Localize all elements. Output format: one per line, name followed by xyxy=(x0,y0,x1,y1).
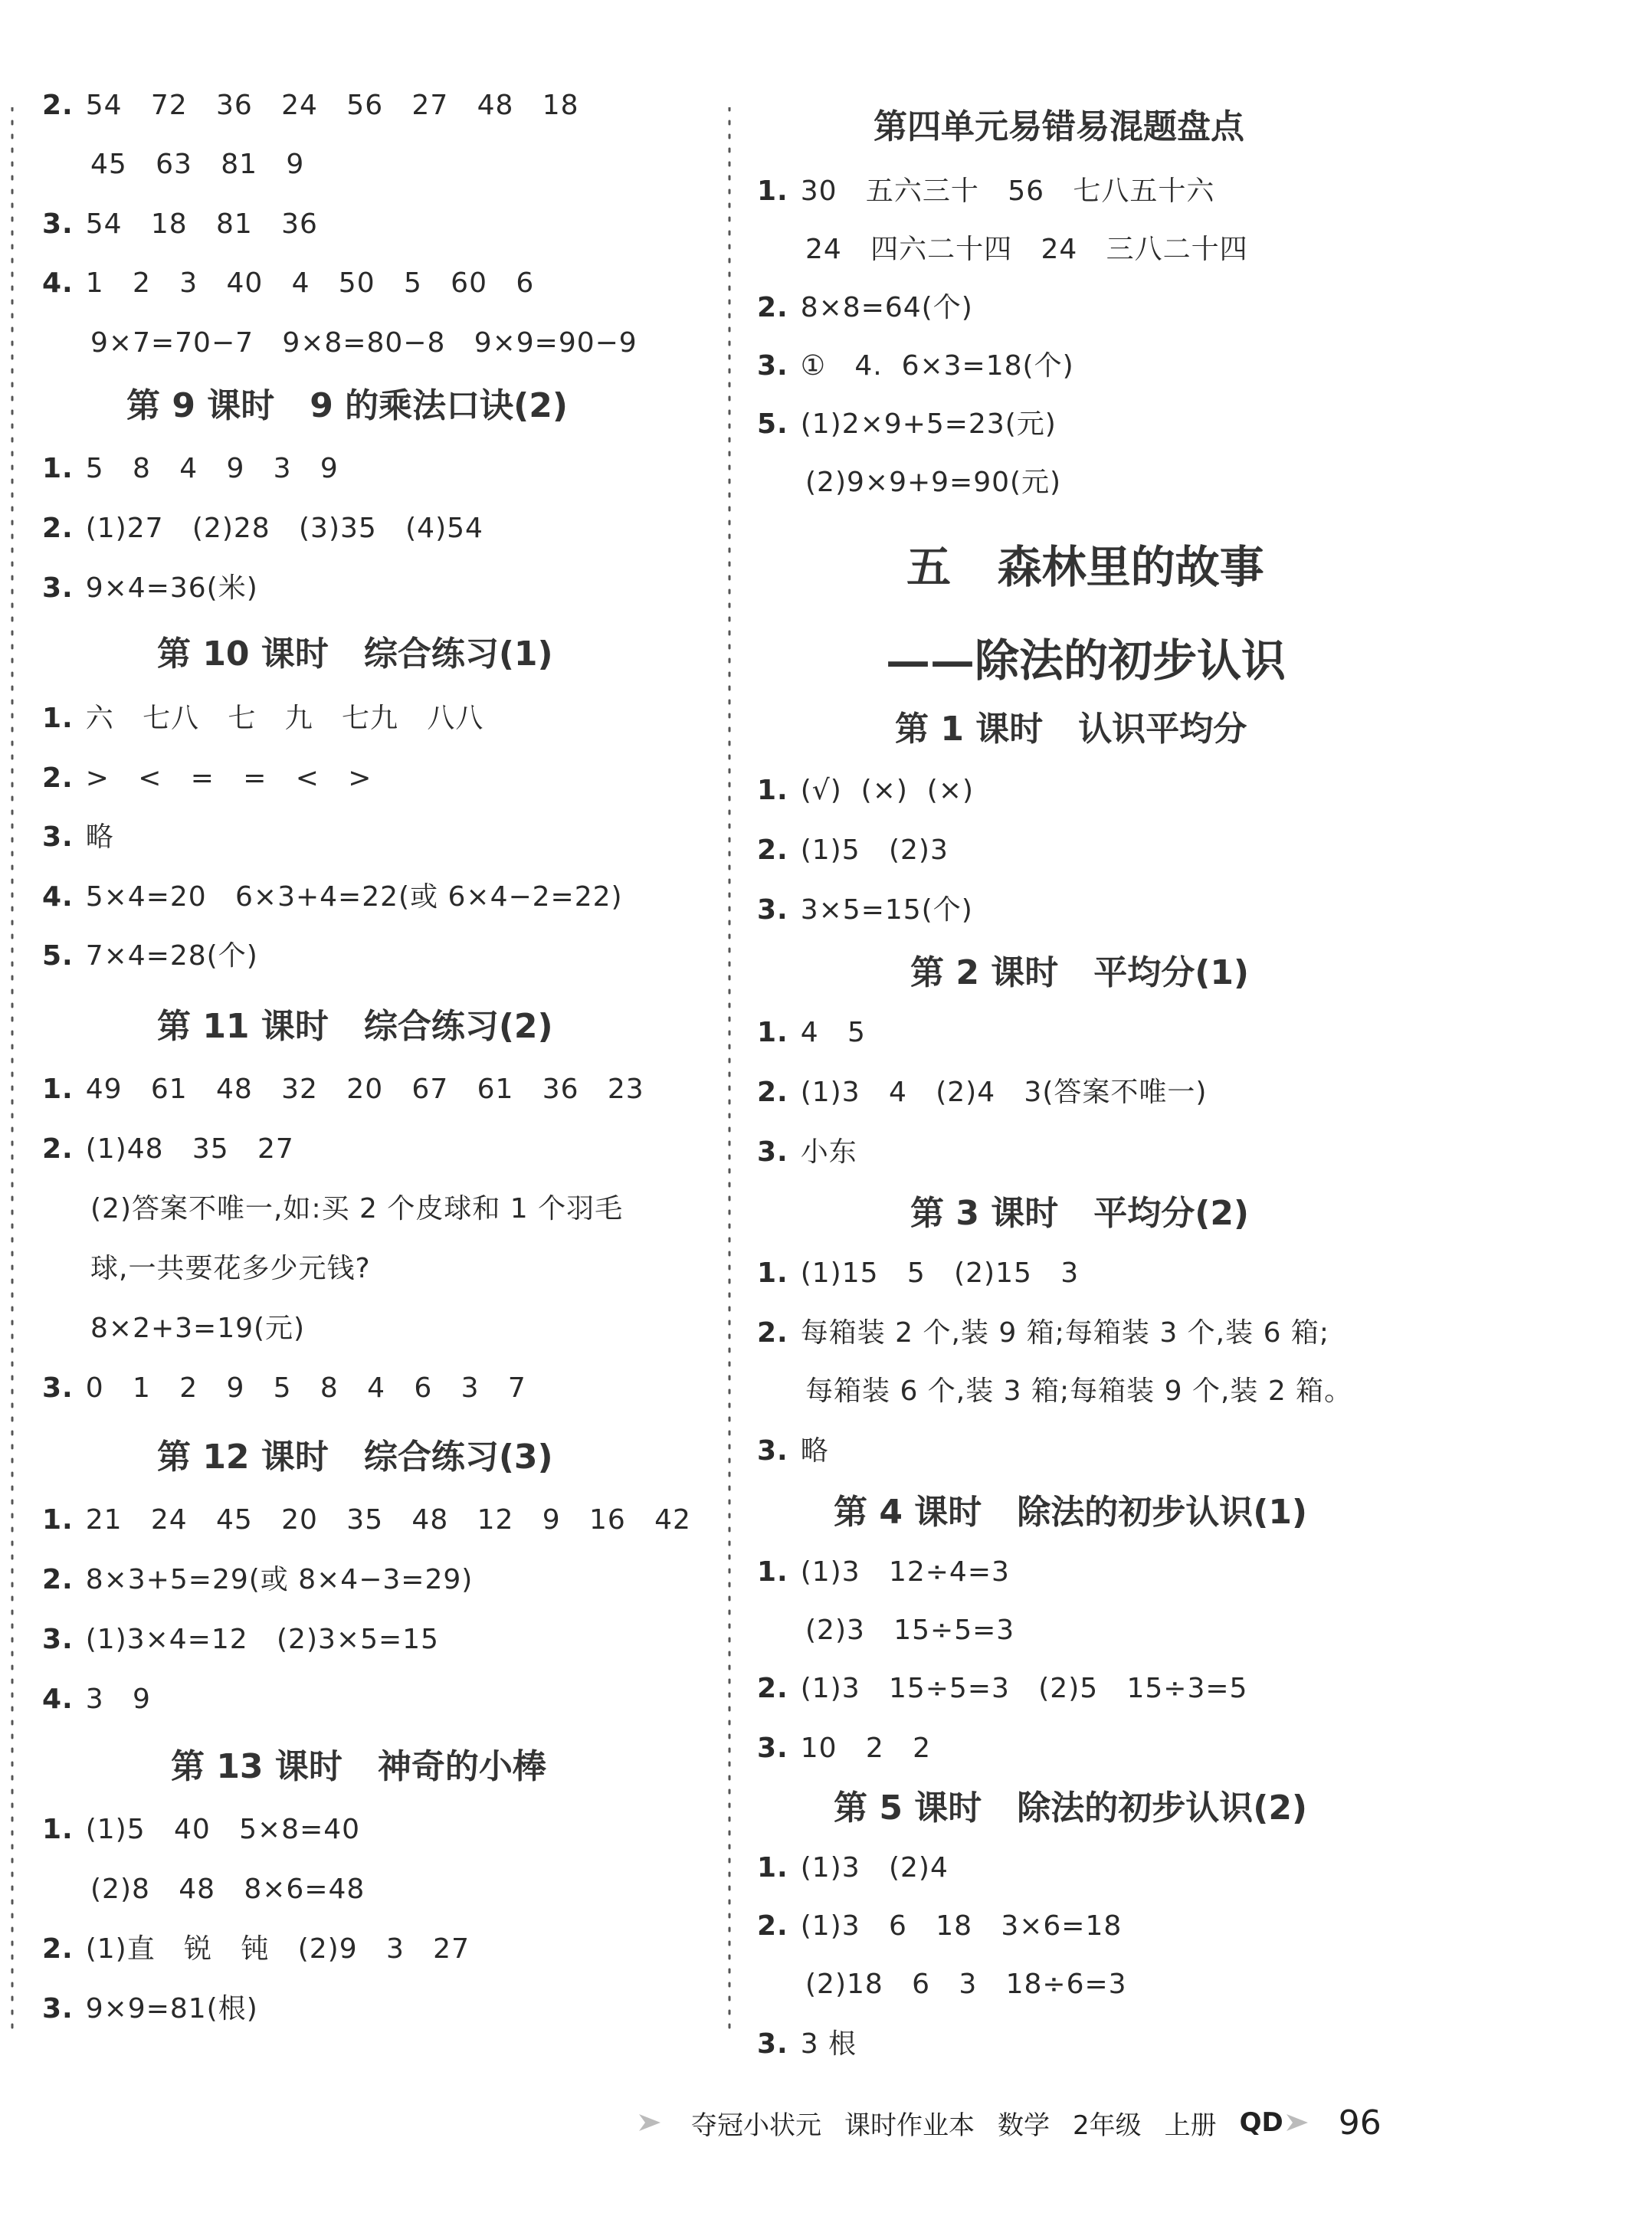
footer-term: 上册 xyxy=(1164,2110,1217,2141)
answer-text: (1)3×4=12 (2)3×5=15 xyxy=(85,1624,439,1655)
answer-text: 5 8 4 9 3 9 xyxy=(85,453,339,484)
answer-line xyxy=(42,1815,360,1845)
answer-line xyxy=(42,328,638,359)
question-number: 2. xyxy=(757,1673,788,1704)
answer-text: 7×4=28(个) xyxy=(85,940,258,972)
answer-text: 3×5=15(个) xyxy=(800,894,973,926)
answer-text: (2)8 48 8×6=48 xyxy=(90,1874,365,1905)
question-number: 1. xyxy=(757,775,788,806)
answer-line xyxy=(757,467,1061,498)
answer-text: 8×3+5=29(或 8×4−3=29) xyxy=(85,1564,474,1595)
answer-text: 49 61 48 32 20 67 61 36 23 xyxy=(85,1074,644,1105)
question-number: 1. xyxy=(42,703,74,734)
unit-title: ——除法的初步认识 xyxy=(886,634,1287,687)
question-number: 3. xyxy=(42,572,74,604)
lesson-heading: 第 12 课时 综合练习(3) xyxy=(157,1438,553,1477)
question-number: 1. xyxy=(42,1074,74,1105)
answer-text: (2)18 6 3 18÷6=3 xyxy=(805,1969,1127,2000)
lesson-heading: 第 4 课时 除法的初步认识(1) xyxy=(834,1493,1308,1532)
answer-line xyxy=(42,1254,371,1284)
answer-line xyxy=(42,513,483,544)
answer-text: 3 9 xyxy=(85,1684,151,1715)
answer-line xyxy=(42,1074,644,1105)
answer-line xyxy=(42,268,534,299)
question-number: 2. xyxy=(42,1133,74,1165)
question-number: 2. xyxy=(42,1933,74,1965)
answer-text: 9×7=70−7 9×8=80−8 9×9=90−9 xyxy=(90,327,638,359)
answer-text: > < = = < > xyxy=(85,762,372,794)
answer-line xyxy=(42,1994,258,2025)
footer-edition: QD xyxy=(1239,2107,1283,2138)
answer-text: (√) (×) (×) xyxy=(800,775,975,806)
answer-line xyxy=(757,1077,1207,1108)
question-number: 2. xyxy=(757,1910,788,1942)
question-number: 2. xyxy=(42,513,74,544)
arrow-right-icon xyxy=(638,2111,668,2134)
answer-text: 10 2 2 xyxy=(800,1733,932,1764)
answer-text: (1)27 (2)28 (3)35 (4)54 xyxy=(85,513,483,544)
answer-line xyxy=(42,1565,473,1595)
lesson-heading: 第 13 课时 神奇的小棒 xyxy=(171,1747,546,1786)
answer-line xyxy=(42,1134,294,1165)
answer-line xyxy=(757,1615,1014,1646)
answer-text: (1)5 40 5×8=40 xyxy=(85,1814,361,1845)
answer-text: (1)3 6 18 3×6=18 xyxy=(800,1910,1123,1942)
lesson-heading: 第 5 课时 除法的初步认识(2) xyxy=(834,1788,1308,1828)
answer-text: 5×4=20 6×3+4=22(或 6×4−2=22) xyxy=(85,881,623,913)
middle-separator-dots xyxy=(722,107,737,2038)
lesson-heading: 第 10 课时 综合练习(1) xyxy=(157,634,553,674)
question-number: 4. xyxy=(42,267,74,299)
answer-text: 3 根 xyxy=(800,2028,857,2060)
answer-text: (2)答案不唯一,如:买 2 个皮球和 1 个羽毛 xyxy=(90,1193,624,1225)
answer-line xyxy=(42,1505,691,1536)
question-number: 2. xyxy=(42,90,74,121)
answer-text: (2)9×9+9=90(元) xyxy=(805,467,1062,498)
answer-line xyxy=(757,1853,949,1884)
answer-line xyxy=(757,1318,1329,1349)
answer-text: 4 5 xyxy=(800,1017,866,1048)
question-number: 3. xyxy=(757,1136,788,1168)
answer-text: 略 xyxy=(85,821,114,853)
lesson-heading: 第 9 课时 9 的乘法口诀(2) xyxy=(126,386,568,425)
lesson-heading: 第 3 课时 平均分(2) xyxy=(910,1194,1250,1233)
question-number: 1. xyxy=(42,1504,74,1536)
lesson-heading: 第 1 课时 认识平均分 xyxy=(895,710,1247,749)
question-number: 2. xyxy=(42,762,74,794)
answer-line xyxy=(42,1194,623,1225)
question-number: 1. xyxy=(757,1556,788,1588)
unit-title: 五 森林里的故事 xyxy=(906,541,1264,593)
question-number: 1. xyxy=(757,1852,788,1884)
question-number: 4. xyxy=(42,1684,74,1715)
answer-text: (1)3 (2)4 xyxy=(800,1852,949,1884)
answer-line xyxy=(42,149,304,180)
question-number: 3. xyxy=(757,894,788,926)
lesson-heading: 第 11 课时 综合练习(2) xyxy=(157,1007,553,1046)
lesson-heading: 第 2 课时 平均分(1) xyxy=(910,953,1250,992)
answer-line xyxy=(42,90,579,121)
question-number: 1. xyxy=(757,175,788,207)
answer-line xyxy=(42,1934,470,1965)
answer-line xyxy=(42,703,483,734)
question-number: 3. xyxy=(42,1993,74,2025)
question-number: 3. xyxy=(757,350,788,382)
answer-text: (1)3 12÷4=3 xyxy=(800,1556,1010,1588)
lesson-heading: 第四单元易错易混题盘点 xyxy=(874,107,1244,146)
answer-text: (1)48 35 27 xyxy=(85,1133,294,1165)
question-number: 3. xyxy=(757,2028,788,2060)
answer-text: 30 五六三十 56 七八五十六 xyxy=(800,175,1215,207)
answer-line xyxy=(757,1137,857,1168)
question-number: 3. xyxy=(757,1435,788,1467)
left-binding-dots xyxy=(5,107,20,2038)
question-number: 1. xyxy=(42,1814,74,1845)
answer-line xyxy=(42,1684,151,1715)
answer-line xyxy=(42,1313,305,1344)
question-number: 2. xyxy=(757,1317,788,1349)
question-number: 3. xyxy=(42,1624,74,1655)
question-number: 3. xyxy=(42,1372,74,1404)
question-number: 3. xyxy=(42,821,74,853)
answer-line xyxy=(757,1733,931,1764)
answer-text: (1)5 (2)3 xyxy=(800,834,949,866)
page-footer xyxy=(638,2100,1511,2146)
answer-line xyxy=(757,1376,1352,1407)
question-number: 5. xyxy=(42,940,74,972)
footer-book: 课时作业本 xyxy=(844,2110,975,2141)
answer-text: 六 七八 七 九 七九 八八 xyxy=(85,703,484,734)
answer-text: (2)3 15÷5=3 xyxy=(805,1615,1015,1646)
answer-text: 9×9=81(根) xyxy=(85,1993,258,2025)
answer-line xyxy=(42,822,114,853)
answer-line xyxy=(42,454,339,484)
answer-line xyxy=(757,1258,1079,1289)
answer-text: (1)3 4 (2)4 3(答案不唯一) xyxy=(800,1077,1208,1108)
footer-grade: 2年级 xyxy=(1073,2110,1142,2141)
answer-text: ① 4. 6×3=18(个) xyxy=(800,350,1074,382)
answer-line xyxy=(757,2029,857,2060)
question-number: 1. xyxy=(42,453,74,484)
answer-line xyxy=(42,941,258,972)
answer-text: 45 63 81 9 xyxy=(90,149,305,180)
answer-text: 每箱装 6 个,装 3 箱;每箱装 9 个,装 2 箱。 xyxy=(805,1375,1353,1407)
answer-line xyxy=(757,1018,866,1048)
answer-text: 9×4=36(米) xyxy=(85,572,258,604)
answer-text: 每箱装 2 个,装 9 箱;每箱装 3 个,装 6 箱; xyxy=(800,1317,1330,1349)
answer-line xyxy=(42,882,623,913)
question-number: 2. xyxy=(757,292,788,323)
question-number: 1. xyxy=(757,1017,788,1048)
answer-line xyxy=(757,1911,1122,1942)
answer-text: (1)15 5 (2)15 3 xyxy=(800,1257,1080,1289)
answer-text: (1)2×9+5=23(元) xyxy=(800,408,1057,440)
answer-text: (1)3 15÷5=3 (2)5 15÷3=5 xyxy=(800,1673,1248,1704)
answer-line xyxy=(757,293,973,323)
answer-text: 略 xyxy=(800,1435,829,1467)
answer-text: 54 18 81 36 xyxy=(85,208,318,240)
answer-line xyxy=(42,763,372,794)
question-number: 2. xyxy=(757,1077,788,1108)
answer-text: 8×2+3=19(元) xyxy=(90,1313,306,1344)
question-number: 5. xyxy=(757,408,788,440)
footer-subject: 数学 xyxy=(998,2110,1050,2141)
answer-line xyxy=(42,573,258,604)
answer-text: 球,一共要花多少元钱? xyxy=(90,1253,371,1284)
question-number: 1. xyxy=(757,1257,788,1289)
answer-line xyxy=(42,1625,439,1655)
answer-line xyxy=(42,1874,365,1905)
answer-text: 小东 xyxy=(800,1136,857,1168)
answer-line xyxy=(757,1557,1010,1588)
answer-text: 0 1 2 9 5 8 4 6 3 7 xyxy=(85,1372,526,1404)
answer-text: 8×8=64(个) xyxy=(800,292,973,323)
question-number: 2. xyxy=(42,1564,74,1595)
answer-line xyxy=(757,351,1074,382)
answer-text: 24 四六二十四 24 三八二十四 xyxy=(805,234,1248,265)
footer-brand: 夺冠小状元 xyxy=(691,2110,821,2141)
answer-text: (1)直 锐 钝 (2)9 3 27 xyxy=(85,1933,470,1965)
answer-line xyxy=(757,176,1214,207)
answer-line xyxy=(42,1373,526,1404)
answer-line xyxy=(42,209,318,240)
question-number: 4. xyxy=(42,881,74,913)
answer-line xyxy=(757,1674,1247,1704)
answer-text: 54 72 36 24 56 27 48 18 xyxy=(85,90,579,121)
answer-text: 1 2 3 40 4 50 5 60 6 xyxy=(85,267,535,299)
answer-line xyxy=(757,1969,1127,2000)
arrow-right-icon xyxy=(1285,2111,1316,2134)
answer-line xyxy=(757,234,1248,265)
answer-line xyxy=(757,895,973,926)
question-number: 3. xyxy=(757,1733,788,1764)
answer-line xyxy=(757,1436,829,1467)
page-number: 96 xyxy=(1338,2103,1382,2143)
answer-line xyxy=(757,409,1057,440)
answer-text: 21 24 45 20 35 48 12 9 16 42 xyxy=(85,1504,691,1536)
answer-line xyxy=(757,775,974,806)
question-number: 2. xyxy=(757,834,788,866)
question-number: 3. xyxy=(42,208,74,240)
answer-line xyxy=(757,835,949,866)
